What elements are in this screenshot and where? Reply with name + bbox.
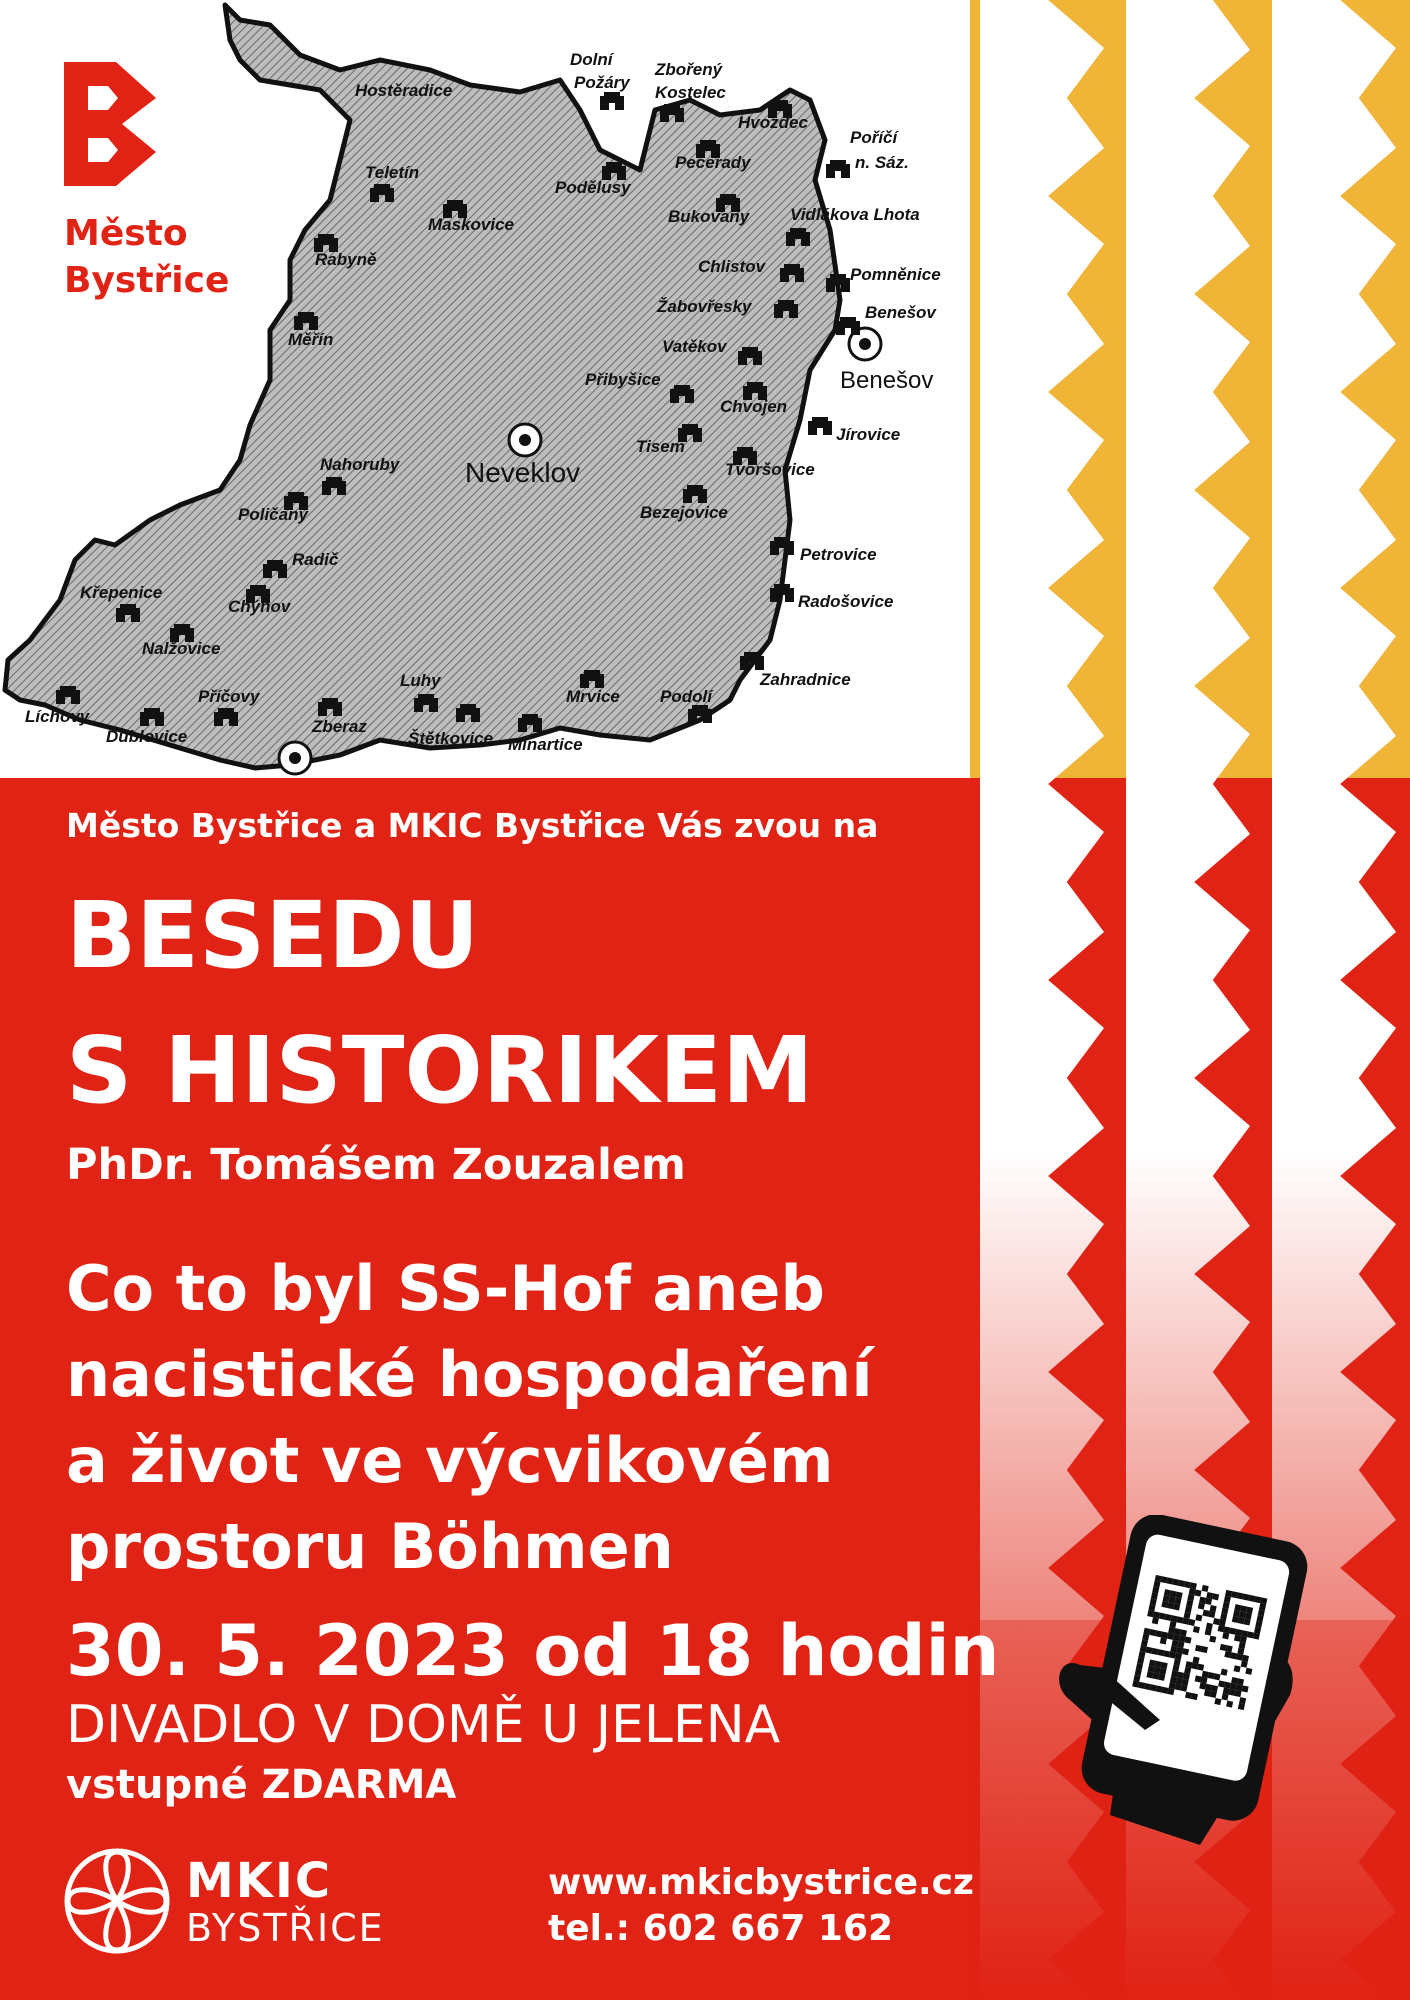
topic-line3: a život ve výcvikovém — [66, 1424, 834, 1497]
city-name: Město — [64, 213, 188, 254]
village-label: Teletín — [365, 163, 420, 182]
village-label: Poříčí — [850, 128, 898, 147]
village-label: Dublovice — [106, 727, 188, 746]
village-label: Štětkovice — [408, 729, 494, 748]
topic-line2: nacistické hospodaření — [66, 1338, 873, 1411]
village-label: n. Sáz. — [855, 153, 909, 172]
city-name-line2: Bystřice — [64, 260, 230, 301]
village-label: Vidlákova Lhota — [790, 205, 920, 224]
castle-icon — [808, 417, 832, 435]
village-label: Požáry — [574, 73, 630, 92]
village-label: Bezejovice — [640, 503, 728, 522]
village-label: Hostěradice — [355, 81, 453, 100]
town-label: Neveklov — [465, 457, 581, 488]
village-label: Minartice — [508, 735, 583, 754]
village-label: Maskovice — [428, 215, 514, 234]
village-label: Benešov — [865, 303, 936, 322]
pattern-b-shape — [980, 784, 1104, 980]
village-label: Tisem — [636, 437, 685, 456]
village-label: Příčovy — [198, 687, 260, 706]
event-date: 30. 5. 2023 od 18 hodin — [66, 1610, 1000, 1692]
town-label: Benešov — [840, 367, 934, 394]
phone-number[interactable]: tel.: 602 667 162 — [548, 1908, 894, 1949]
village-label: Petrovice — [800, 545, 877, 564]
event-title-line2: S HISTORIKEM — [66, 1017, 814, 1124]
village-label: Chlistov — [698, 257, 766, 276]
org-name: MKIC — [186, 1853, 333, 1909]
village-label: Kostelec — [655, 83, 726, 102]
town-dot — [859, 338, 871, 350]
village-label: Hvozdec — [738, 113, 808, 132]
village-label: Radošovice — [798, 592, 894, 611]
village-label: Tvoršovice — [725, 460, 815, 479]
village-label: Poličany — [238, 505, 308, 524]
website-link[interactable]: www.mkicbystrice.cz — [548, 1862, 974, 1903]
village-label: Vatěkov — [662, 337, 727, 356]
topic-line1: Co to byl SS-Hof aneb — [66, 1252, 825, 1325]
invitation-line: Město Bystřice a MKIC Bystřice Vás zvou na — [66, 806, 879, 845]
castle-icon — [836, 317, 860, 335]
village-label: Nahoruby — [320, 455, 400, 474]
mkic-clover-icon — [62, 1846, 172, 1958]
castle-icon — [600, 92, 624, 110]
village-label: Rabyně — [315, 250, 377, 269]
castle-icon — [826, 160, 850, 178]
pattern-b-shape — [1126, 882, 1250, 1078]
topic-line4: prostoru Böhmen — [66, 1510, 674, 1583]
village-label: Nalžovice — [142, 639, 221, 658]
town-dot — [289, 752, 301, 764]
village-label: Křepenice — [80, 583, 163, 602]
event-title-line1: BESEDU — [66, 882, 480, 989]
qr-phone-icon[interactable] — [1050, 1515, 1310, 1855]
village-label: Měřín — [288, 330, 334, 349]
qr-code[interactable] — [1132, 1575, 1267, 1710]
city-b-logo-icon — [64, 62, 160, 186]
village-label: Mrvice — [566, 687, 620, 706]
village-label: Podělusy — [555, 178, 631, 197]
village-label: Luhy — [400, 671, 441, 690]
village-label: Pomněnice — [850, 265, 941, 284]
village-label: Chýnov — [228, 597, 291, 616]
speaker-name: PhDr. Tomášem Zouzalem — [66, 1140, 686, 1190]
town-dot — [519, 434, 531, 446]
pattern-b-shape — [1272, 784, 1396, 980]
event-venue: DIVADLO V DOMĚ U JELENA — [66, 1695, 781, 1755]
pattern-b-shape — [1272, 980, 1396, 1176]
village-label: Podolí — [660, 687, 712, 706]
entry-fee: vstupné ZDARMA — [66, 1762, 457, 1808]
village-label: Zberaz — [312, 717, 367, 736]
village-label: Pecerady — [675, 153, 751, 172]
village-label: Bukovany — [668, 207, 750, 226]
village-label: Zbořený — [655, 60, 723, 79]
village-label: Dolní — [570, 50, 613, 69]
pattern-b-shape — [980, 980, 1104, 1176]
village-label: Žabovřesky — [657, 297, 752, 316]
village-label: Jírovice — [836, 425, 901, 444]
village-label: Přibyšice — [585, 370, 661, 389]
village-label: Zahradnice — [760, 670, 851, 689]
village-label: Líchovy — [25, 707, 90, 726]
village-label: Radič — [292, 550, 339, 569]
village-label: Chvojen — [720, 397, 788, 416]
org-city: BYSTŘICE — [186, 1906, 385, 1950]
